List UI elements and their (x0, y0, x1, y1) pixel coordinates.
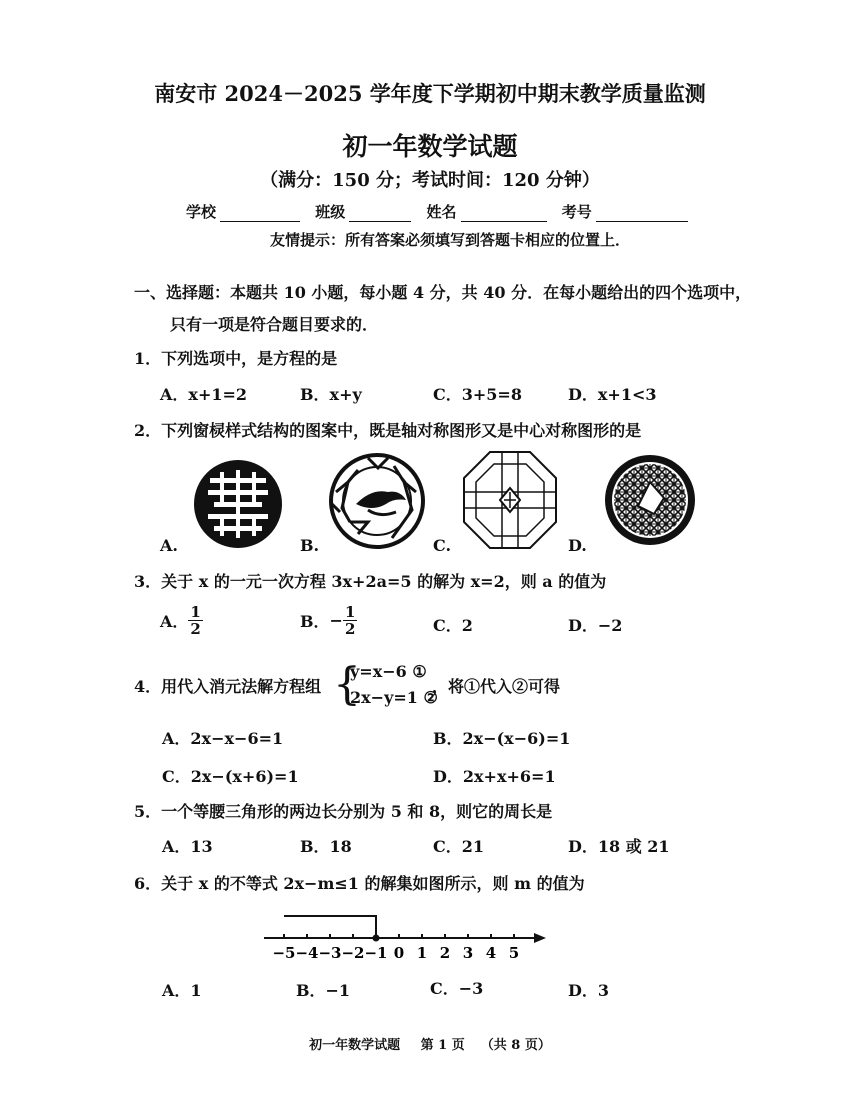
friendly-tip: 友情提示：所有答案必须填写到答题卡相应的位置上． (270, 231, 631, 249)
q3-option-b-sign: − (329, 611, 343, 630)
field-class-blank[interactable] (349, 206, 411, 222)
exam-meta: （满分：150 分；考试时间：120 分钟） (260, 170, 600, 191)
q5-option-a[interactable]: A．13 (162, 837, 213, 856)
q4-system-brace: { (333, 659, 361, 710)
q6-option-c[interactable]: C．−3 (430, 979, 484, 998)
q1-option-a[interactable]: A．x+1=2 (160, 385, 248, 404)
page-footer (0, 1034, 860, 1053)
q4-option-a[interactable]: A．2x−x−6=1 (162, 729, 284, 748)
q4-equation-1: y=x−6 ① (350, 662, 427, 681)
q1-option-c[interactable]: C．3+5=8 (433, 385, 522, 404)
q4-option-d[interactable]: D．2x+x+6=1 (433, 767, 556, 786)
q2-option-a[interactable]: A. (160, 536, 178, 555)
q4-option-c[interactable]: C．2x−(x+6)=1 (162, 767, 299, 786)
q6-number-line (256, 908, 556, 968)
number-line-tick-label: −3 (318, 944, 342, 962)
q5-option-b[interactable]: B．18 (300, 837, 352, 856)
question-4-stem-prefix: 4．用代入消元法解方程组 (134, 677, 322, 696)
section-heading (134, 277, 774, 341)
question-2-stem: 2．下列窗棂样式结构的图案中，既是轴对称图形又是中心对称图形的是 (134, 421, 642, 440)
field-class-label: 班级 (315, 203, 346, 221)
question-6-stem: 6．关于 x 的不等式 2x−m≤1 的解集如图所示，则 m 的值为 (134, 874, 585, 893)
field-id-blank[interactable] (596, 206, 688, 222)
field-school-blank[interactable] (220, 206, 300, 222)
footer-name: 初一年数学试题 (309, 1038, 401, 1053)
field-name-label: 姓名 (426, 203, 457, 221)
q3-option-b[interactable] (300, 604, 357, 637)
number-line-tick-label: 3 (462, 944, 474, 962)
field-name-blank[interactable] (461, 206, 547, 222)
number-line-tick-label: 0 (393, 944, 405, 962)
student-info-fields (186, 201, 698, 222)
q1-option-b[interactable]: B．x+y (300, 385, 362, 404)
q5-option-d[interactable]: D．18 或 21 (568, 837, 670, 856)
number-line-tick-label: −1 (364, 944, 388, 962)
q3-option-b-fraction (343, 604, 357, 637)
footer-total: （共 8 页） (480, 1038, 551, 1053)
q6-option-d[interactable]: D．3 (568, 981, 610, 1000)
number-line-tick-label: 2 (439, 944, 451, 962)
question-4-stem-suffix: ，将①代入②可得 (432, 677, 561, 696)
q2-figure-c[interactable] (462, 450, 558, 550)
q3-option-a-fraction (188, 604, 202, 637)
q2-option-d[interactable]: D. (568, 536, 587, 555)
q3-b-numerator: 1 (344, 603, 356, 621)
number-line-arrow (534, 933, 546, 943)
q2-option-b[interactable]: B. (300, 536, 320, 555)
q3-option-a-label: A． (160, 612, 189, 631)
number-line-tick-label: 4 (485, 944, 497, 962)
q4-option-b[interactable]: B．2x−(x−6)=1 (433, 729, 571, 748)
number-line-tick-label: −2 (341, 944, 365, 962)
q3-option-b-label: B． (300, 612, 330, 631)
q1-option-d[interactable]: D．x+1<3 (568, 385, 657, 404)
number-line-tick-label: −4 (295, 944, 319, 962)
q3-b-denominator: 2 (344, 620, 356, 638)
q3-option-c[interactable]: C．2 (433, 616, 473, 635)
question-1-stem: 1．下列选项中，是方程的是 (134, 349, 338, 368)
number-line-tick-label: −5 (272, 944, 296, 962)
q4-equation-2: 2x−y=1 ② (350, 688, 438, 707)
q6-option-b[interactable]: B．−1 (296, 981, 351, 1000)
exam-title: 南安市 2024－2025 学年度下学期初中期末教学质量监测 (154, 81, 706, 106)
q2-figure-a[interactable] (190, 458, 286, 550)
question-3-stem: 3．关于 x 的一元一次方程 3x+2a=5 的解为 x=2，则 a 的值为 (134, 572, 607, 591)
section-heading-line1: 一、选择题：本题共 10 小题，每小题 4 分，共 40 分．在每小题给出的四个选项中， (134, 283, 752, 302)
exam-subtitle: 初一年数学试题 (342, 132, 518, 161)
q2-option-c[interactable]: C. (433, 536, 452, 555)
q3-option-a[interactable] (160, 604, 203, 637)
number-line-tick-label: 5 (508, 944, 520, 962)
section-heading-line2: 只有一项是符合题目要求的． (170, 315, 379, 334)
field-school-label: 学校 (186, 203, 217, 221)
q3-a-numerator: 1 (190, 603, 201, 621)
number-line-tick-label: 1 (416, 944, 428, 962)
q5-option-c[interactable]: C．21 (433, 837, 485, 856)
q2-figure-b[interactable] (328, 452, 426, 550)
q3-option-d[interactable]: D．−2 (568, 616, 623, 635)
footer-page: 第 1 页 (420, 1038, 465, 1053)
question-5-stem: 5．一个等腰三角形的两边长分别为 5 和 8，则它的周长是 (134, 802, 553, 821)
field-id-label: 考号 (561, 203, 592, 221)
q6-option-a[interactable]: A．1 (162, 981, 202, 1000)
q3-a-denominator: 2 (190, 620, 201, 638)
q2-figure-d[interactable] (602, 452, 698, 548)
